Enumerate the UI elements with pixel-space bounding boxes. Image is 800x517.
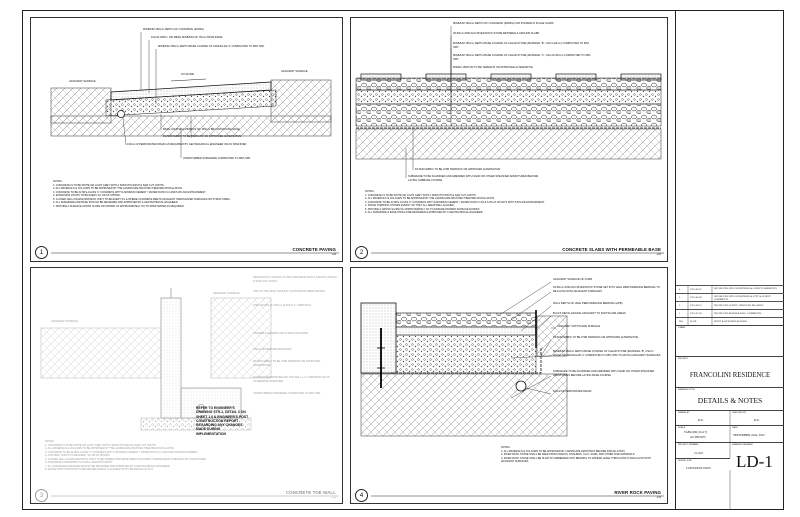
- callout: TWO 25.75M 'HIGH TENSILE' CONTINUOUS REINFORCING: [253, 290, 326, 293]
- concrete-paving-section-drawing: [31, 18, 343, 262]
- callout: FILTER FABRIC TO BE 270R TERRAFIX OR APPROVED ALTERNATIVE: [415, 168, 501, 171]
- callout: SUBGRADE TO BE SCARIFIED AND AMENDED WITH SAND OR OTHER SPECIFIED ADMIXTURES BEFORE LAYING BASE COURSE: [553, 370, 655, 377]
- revision-header-date: DATE: [690, 320, 697, 323]
- date-label: DATE: [732, 427, 738, 429]
- callout: MINIMUM 150mm DEPTH BASE COURSE OF CLEAR STONE (MATERIAL 'B', CSA 5-20mm) COMPACTED TO 98% SPD: [453, 42, 589, 49]
- drawing-title: DETAILS & NOTES: [697, 396, 763, 405]
- detail-number: 4: [355, 489, 368, 502]
- callout: 150mm Ø PERFORATED DRAIN: [253, 348, 292, 351]
- revision-header-no: NO.: [679, 320, 684, 323]
- callout: 10U/12 WWF / 150 MESH MINIMUM OF 75mm FROM EDGE: [151, 36, 223, 39]
- note: 2. RIVER ROCK STONE SHALL BE FREE FROM CRACKS, FISSURES, CLAY, SAND, AND OTHER FINE MATERIALS.: [501, 453, 636, 456]
- project-number: 21-010: [694, 451, 704, 455]
- note: 1. ALL MATERIALS & COLOURS TO BE APPROVED BY LANDSCAPE ARCHITECT BEFORE INSTALLATION.: [501, 449, 626, 453]
- divider: [676, 325, 784, 326]
- divider: [676, 410, 784, 411]
- detail-panel-concrete-toe-wall: [30, 267, 343, 504]
- callout: FOOTINGS EXTEND BELOW THE WALL 1.2 m MINIMUM OR AS OTHERWISE SPECIFIED: [253, 376, 330, 383]
- note: 7. PROVIDE A SURFACE CROSS SLOPE OR CROWN OF APPROXIMATELY 2% TO SHED WATER AS REQUIRED.: [53, 204, 185, 208]
- detail-scale: 1:10: [656, 497, 661, 499]
- detail-scale: 1:10: [331, 497, 336, 499]
- divider: [676, 442, 784, 443]
- engineer-warning: REFER TO ENGINEER'S DRAWING STR-1, DETAIL 3 ON SHEET 1.0 & ENGINEER'S POST CONSTRUCTION REPORT REGARDING ANY CHANGES MADE DURING IMPLEMENTATION: [196, 406, 249, 436]
- revision-no: 4: [679, 288, 681, 291]
- note: 3. RIVER ROCK STONE SHALL BE SLIGHTLY EMBEDDED INTO BEDDING TO APPEAR LEVEL THROUGHOUT AND FLUSH WITH ADJACENT SURFACES.: [501, 456, 651, 463]
- callout: POURED CONCRETE WITH SMOOTH FINISH: [253, 332, 309, 335]
- project-name: FRANCOLINI RESIDENCE: [689, 372, 771, 379]
- callout: 25-50mm Ø BLACK RIVER ROCK STONE BETWEEN & AROUND SLABS: [453, 32, 540, 35]
- drawing-number: LD-1: [736, 452, 773, 471]
- notes-title: NOTES:: [53, 180, 63, 183]
- drawn-by-label: DRAWN BY: [678, 412, 690, 414]
- callout: UNDISTURBED SUBGRADE COMPACTED TO 98% SPD: [183, 157, 251, 160]
- note: 7. ALL SUBGRADE AND BASE SHOULD BE REVIEWED AND APPROVED BY A GEOTECHNICAL ENGINEER.: [45, 464, 171, 468]
- title-block: [675, 10, 784, 510]
- callout: MINIMUM 150mm DEPTH BASE COURSE OF CLEAR STONE (MATERIAL 'B', CSA 5-20mm) OR GRANULAR 'A' COMPACTED TO 98% SPD TO MATCH ADJACENT SURFACES: [553, 350, 661, 357]
- side-label: ADJACENT SURFACE: [51, 320, 78, 323]
- stamp-label: STAMP: [678, 327, 686, 329]
- note: 5. CLOSED CELL FOAM EXPANSION JOINT TO BE WHERE CONCRETE MEETS ADJACENT HARDSCAPED SURFACES OR STRUCTURES.: [45, 457, 207, 461]
- faded-drawing-layer: [31, 268, 343, 504]
- checked-by: K.E.: [754, 418, 760, 422]
- detail-title: CONCRETE PAVING: [292, 247, 336, 252]
- slope-label: 2% SLOPE: [181, 73, 195, 76]
- revision-desc: REVISE PER CLIENT APPROVED DRAWING: [714, 304, 764, 307]
- checked-by-label: CHECKED BY: [732, 412, 747, 414]
- notes-title: NOTES:: [501, 446, 511, 449]
- note: 1. CONCRETE IS TO BE WHITE OR LIGHT GREY WITH A SMOOTH FINISH & SAW CUT JOINTS.: [365, 193, 477, 197]
- detail-number: 1: [35, 246, 48, 259]
- detail-scale: 1:20: [331, 254, 336, 256]
- revision-date: 2022-08-08: [690, 296, 702, 299]
- callout: MIRAFI 180N OR TO BE TERRAFIX OR APPROVED ALTERNATIVE: [453, 66, 533, 69]
- detail-number: 3: [35, 489, 48, 502]
- detail-scale: 1:20: [656, 254, 661, 256]
- detail-title: CONCRETE SLABS WITH PERMEABLE BASE: [562, 247, 661, 252]
- date: SEPTEMBER 22nd, 2022: [733, 433, 765, 437]
- sheet-size: TABLOID (11x17): [684, 430, 708, 434]
- note: 2. ALL MATERIALS & COLOURS TO BE APPROVED BY THE LANDSCAPE ARCHITECT BEFORE INSTALLATION.: [365, 197, 495, 200]
- drawn-by: K.E.: [698, 418, 704, 422]
- revision-header-desc: PRINT & REVISION RECORD: [714, 320, 747, 323]
- revision-desc: REVISE PER SITE CONDITIONS & CITY & CLIENT COMMENTS: [714, 294, 771, 301]
- callout: FILTER FABRIC TO BE 270R TERRAFIX OR APPROVED ALTERNATIVE: [253, 360, 321, 367]
- callout: 100mm Ø PERFORATED DRAIN AS REQUIRED BY GEOTECHNICAL ENGINEER OR AS SPECIFIED: [127, 143, 247, 146]
- note: 4. CONTROL JOINTS TO BE EVERY 3m OR AS SHOWN.: [45, 454, 111, 457]
- revision-no: 1: [679, 312, 681, 315]
- notes-title: NOTES:: [45, 440, 55, 443]
- callout: UNDISTURBED SUBGRADE COMPACTED TO 98% SPD: [253, 392, 321, 395]
- revision-desc: REVISE PER SITE CONDITIONS & CLIENT COMMENTS: [714, 286, 777, 290]
- revision-date: 2022-09-22: [690, 288, 702, 291]
- callout: ADJACENT SOFTSCAPE SURFACE: [557, 325, 601, 328]
- callout: MINIMUM 150mm DEPTH BASE COURSE OF GRANULAR 'A' COMPACTED TO 98% SPD: [158, 45, 265, 48]
- note: 4. EXPANSION JOINTS TO BE EVERY 3m OR AS SHOWN.: [53, 194, 121, 197]
- note: 5. PROVIDE A CROSS SLOPE OF APPROXIMATELY 2% TO ENSURE PROPER SURFACE RUNOFF.: [365, 207, 480, 211]
- notes: [365, 190, 545, 215]
- callout: FENCE POST FOOTING TO BE CONCRETE WITH A SMOOTH FINISH & SAW CUT JOINTS: [253, 276, 337, 283]
- note: 3. CONCRETE TO BE 32 MPa CLASS 'C' CONCRETE WITH A MINIMUM CEMENT / WATER RATIO 0.4% & 5-8% AT 28 DAYS WITH 5-8% AIR ENTRAINMENT.: [365, 200, 545, 204]
- note: 5. CLOSED CELL FOAM EXPANSION JOINT TO BE EVERY 5m & WHERE CONCRETE MEETS ADJACENT HARDSCAPED SURFACES OR STRUCTURES.: [53, 197, 231, 201]
- side-label: ADJACENT SURFACE: [281, 70, 308, 73]
- detail-title: CONCRETE TOE WALL: [285, 490, 336, 495]
- notes: [501, 446, 661, 464]
- note: 2. ALL MATERIALS & COLOURS TO BE APPROVED BY THE LANDSCAPE ARCHITECT BEFORE INSTALLATION.: [53, 187, 183, 190]
- detail-title: RIVER ROCK PAVING: [614, 490, 661, 495]
- divider: [676, 387, 784, 388]
- project-label: PROJECT: [678, 358, 689, 360]
- notes: [53, 180, 230, 208]
- scale-label: SCALE: [678, 427, 686, 429]
- detail-panel-concrete-paving: [30, 17, 343, 262]
- callout: 25-50mm Ø BLACK RIVER ROCK STONE SET INTO HIGH PERFORMANCE BEDDING TO BE FLUSH WITH ADJACENT SURFACES: [553, 286, 660, 293]
- note: 6. ALL SUBGRADE AND BASE SHOULD BE REVIEWED AND APPROVED BY A GEOTECHNICAL ENGINEER.: [53, 201, 179, 204]
- callout: FILTER FABRIC TO BE TERRAFIX OR APPROVED ALTERNATIVE: [163, 135, 242, 138]
- divider: [676, 458, 730, 459]
- callout: MINIMUM 150mm DEPTH OF CONCRETE (32MPa) FOR POURED IN PLACE SLABS: [453, 22, 554, 25]
- divider: [676, 356, 784, 357]
- notes-title: NOTES:: [365, 190, 375, 193]
- revision-date: 2021-09-13: [690, 304, 702, 307]
- callout: 100mm Ø PERFORATED DRAIN: [553, 390, 592, 393]
- callout: BLACK METAL EDGING ADJACENT TO SOFTSCAPE AREAS: [553, 312, 626, 315]
- revision-no: 2: [679, 304, 681, 307]
- note: 4. SPACE STEPPING STONES EVENLY SO THEY ALL SEEM WELL ALIGNED.: [365, 204, 455, 207]
- detail-number: 2: [355, 246, 368, 259]
- note: 2. ALL MATERIALS & COLOURS TO BE APPROVED BY THE LANDSCAPE ARCHITECT BEFORE INSTALLATION.: [45, 447, 175, 450]
- note: 6. ALL SUBGRADE & BASE SHOULD BE REVIEWED & APPROVED BY A GEOTECHNICAL ENGINEER.: [365, 211, 484, 214]
- project-number-label: PROJECT NUMBER: [678, 444, 699, 446]
- callout: SUBGRADE TO BE SCARIFIED AND AMENDED WITH SAND OR OTHER SPECIFIED ADMIXTURES BEFORE LAYING SUBBASE COURSE: [408, 175, 539, 182]
- issued-for: CONSTRUCTION: [686, 466, 711, 470]
- drawing-title-label: DRAWING TITLE: [678, 389, 696, 391]
- detail-panel-concrete-slabs: [350, 17, 668, 262]
- callout: MINIMUM 150mm DEPTH BASE COURSE OF CLEAR STONE (MATERIAL 'C', CSA 20-40mm) COMPACTED TO 98% SPD: [453, 54, 591, 61]
- drawing-number-label: DRAWING NUMBER: [732, 444, 753, 446]
- callout: FILTER FABRIC TO BE 270R TERRAFIX OR APPROVED ALTERNATIVE: [553, 336, 639, 339]
- revision-desc: REVISE PER BUILDER DWG. COMMENTS: [714, 312, 762, 315]
- side-label: ADJACENT SURFACE: [69, 80, 96, 83]
- revision-date: 2021-07-28: [690, 312, 702, 315]
- callout: TWO HOOPS @ 150mm @ 600 O.C. (VERTICAL): [253, 304, 312, 307]
- note: 1. CONCRETE IS TO BE WHITE OR LIGHT GREY WITH A SMOOTH FINISH & SAW CUT JOINTS.: [53, 183, 165, 187]
- side-label: ADJACENT SURFACE: [213, 292, 240, 295]
- note: 6. CONCRETE FORMWORK TO HAVE A SMOOTH FINISH.: [45, 461, 113, 464]
- divider: [676, 425, 784, 426]
- notes: [45, 440, 207, 472]
- note: 3. CONCRETE TO BE 32 MPa CLASS 'C' CONCRETE WITH A MINIMUM CEMENT / WATER RATIO 0.4 AND 5-8% AIR ENTRAINMENT.: [45, 450, 199, 454]
- note: 1. CONCRETE IS TO BE WHITE OR LIGHT GREY WITH A SMOOTH FINISH & SAW CUT JOINTS.: [45, 443, 157, 447]
- note: 8. FENCE POST FOOTINGS TO BE SPACED EVENLY & ALIGNED WITH THE FENCE LAYOUT.: [45, 468, 154, 471]
- callout: 25mm DEPTH OF HIGH PERFORMANCE BEDDING (HPB): [553, 302, 623, 305]
- note: 3. CONCRETE TO BE 32 MPa CLASS 'C' CONCRETE WITH A MINIMUM CEMENT / WATER RATIO 0.4 AND 5-8% AIR ENTRAINMENT.: [53, 190, 207, 194]
- detail-panel-river-rock-paving: [350, 267, 668, 504]
- scale-value: AS SHOWN: [690, 435, 706, 439]
- revision-no: 3: [679, 296, 681, 299]
- callout: ADJACENT SURFACE OF CURB: [553, 278, 593, 281]
- callout: MINIMUM 150mm DEPTH OF CONCRETE (32MPa): [143, 28, 204, 31]
- issued-for-label: ISSUED FOR: [678, 460, 692, 462]
- callout: BASE COURSE A MINIMUM OF 150mm BEYOND PAVING EDGE: [163, 128, 240, 131]
